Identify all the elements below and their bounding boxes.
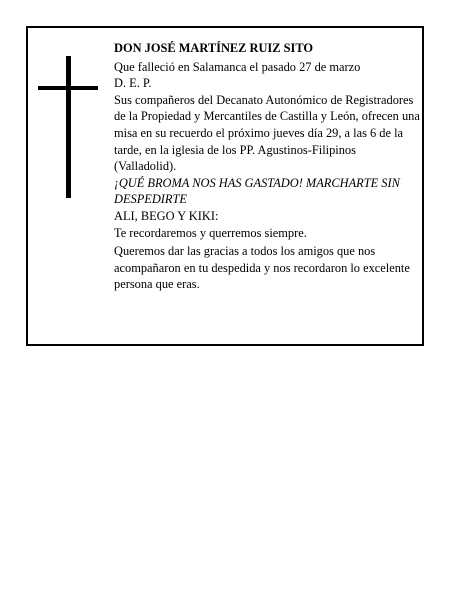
obituary-notice bbox=[26, 26, 424, 346]
remembrance-line: Te recordaremos y querremos siempre. bbox=[114, 225, 307, 240]
mass-announcement: Sus compañeros del Decanato Autonómico de Registradores de la Propiedad y Mercantiles de Castilla y León, ofrecen una misa en su recuerdo el próximo jueves día 29, a las 6 de la tarde, en la iglesia de los PP. Agustinos-Filipinos (Valladolid). bbox=[114, 92, 420, 174]
deceased-name: DON JOSÉ MARTÍNEZ RUIZ SITO bbox=[114, 41, 314, 55]
rip-line: D. E. P. bbox=[114, 76, 152, 91]
cross-icon bbox=[38, 56, 98, 198]
thanks-paragraph: Queremos dar las gracias a todos los amigos que nos acompañaron en tu despedida y nos recordaron lo excelente persona que eras. bbox=[114, 244, 410, 292]
signatories: ALI, BEGO Y KIKI: bbox=[114, 208, 219, 223]
exclamation: ¡QUÉ BROMA NOS HAS GASTADO! MARCHARTE SIN DESPEDIRTE bbox=[114, 175, 400, 207]
death-line: Que falleció en Salamanca el pasado 27 de marzo bbox=[114, 59, 361, 74]
notice-text bbox=[114, 40, 420, 293]
cross-horizontal-bar bbox=[38, 86, 98, 90]
cross-vertical-bar bbox=[66, 56, 71, 198]
